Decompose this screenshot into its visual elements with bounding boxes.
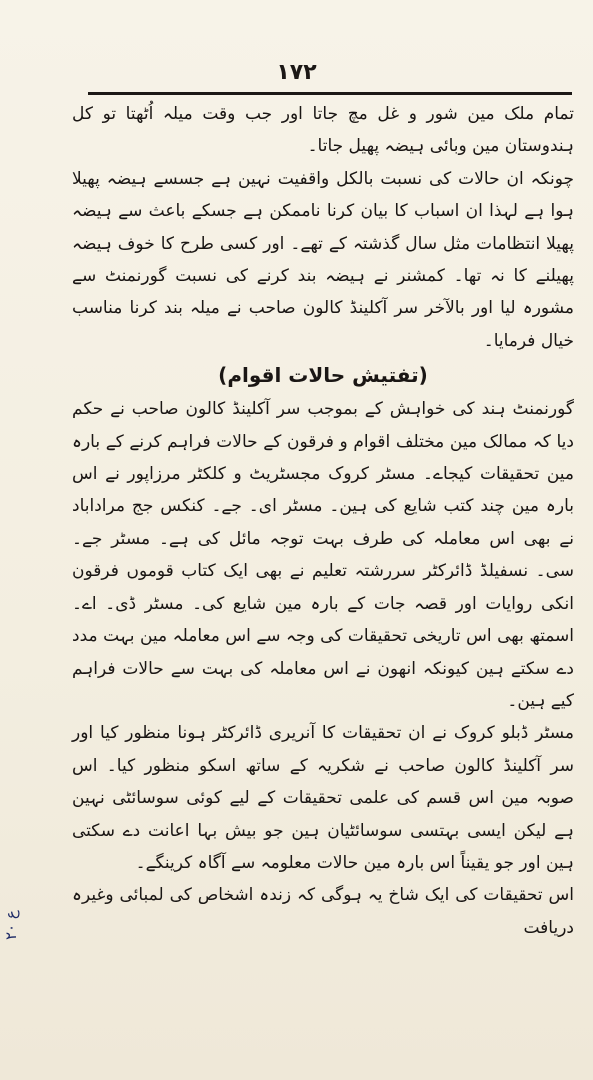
paragraph-4: مسٹر ڈبلو کروک نے ان تحقیقات کا آنریری ڈائرکٹر ہونا منظور کیا اور سر آکلینڈ کالون صاحب نے شکریہ کے ساتھ اسکو منظور کیا۔ اس صوبہ مین اس قسم کی علمی تحقیقات کے لیے کوئی سوسائٹی نہین ہے لیکن ایسی بہتسی سوسائٹیان ہین جو بیش بہا اعانت دے سکتی ہین اور جو یقیناً اس بارہ مین حالات معلومہ سے آگاہ کرینگے۔: [72, 723, 574, 873]
section-heading: (تفتیش حالات اقوام): [218, 363, 428, 388]
paragraph-5: اس تحقیقات کی ایک شاخ یہ ہوگی کہ زندہ اشخاص کی لمبائی وغیرہ دریافت: [72, 885, 574, 938]
handwritten-margin-note: ع ۲۰: [2, 910, 20, 940]
paragraph-1: تمام ملک مین شور و غل مچ جاتا اور جب وقت میلہ اُٹھتا تو کل ہندوستان مین وبائی ہیضہ پھیل جاتا۔: [72, 104, 574, 157]
paragraph-3: گورنمنٹ ہند کی خواہش کے بموجب سر آکلینڈ کالون صاحب نے حکم دیا کہ ممالک مین مختلف اقوام و فرقون کے حالات فراہم کرنے کے بارہ مین تحقیقات کیجاے۔ مسٹر کروک مجسٹریٹ و کلکٹر مرزاپور نے اس بارہ مین چند کتب شایع کی ہین۔ مسٹر ای۔ جے۔ کنکس جج مراداباد نے بھی اس معاملہ کی طرف بہت توجہ مائل کی ہے۔ مسٹر جے۔ سی۔ نسفیلڈ ڈائرکٹر سررشتہ تعلیم نے بھی ایک کتاب قوموں فرقون انکی روایات اور قصہ جات کے بارہ مین شایع کی۔ مسٹر ڈی۔ اے۔ اسمتھ بھی اس تاریخی تحقیقات کی وجہ سے اس معاملہ مین بہت مدد دے سکتے ہین کیونکہ انھون نے اس معاملہ کی بہت سے حالات فراہم کیے ہین۔: [72, 399, 574, 711]
main-text: [72, 98, 574, 944]
paragraph-2: چونکہ ان حالات کی نسبت بالکل واقفیت نہین ہے جسسے ہیضہ پھیلا ہوا ہے لہذا ان اسباب کا بیان کرنا ناممکن ہے جسکے باعث سے ہیضہ پھیلا انتظامات مثل سال گذشتہ کے تھے۔ اور کسی طرح کا خوف ہیضہ پھیلنے کا نہ تھا۔ کمشنر نے ہیضہ بند کرنے کی نسبت گورنمنٹ سے مشورہ لیا اور بالآخر سر آکلینڈ کالون صاحب نے میلہ بند کرنا مناسب خیال فرمایا۔: [72, 168, 574, 351]
page-number: ۱۷۲: [276, 60, 317, 85]
top-rule: [88, 92, 572, 95]
